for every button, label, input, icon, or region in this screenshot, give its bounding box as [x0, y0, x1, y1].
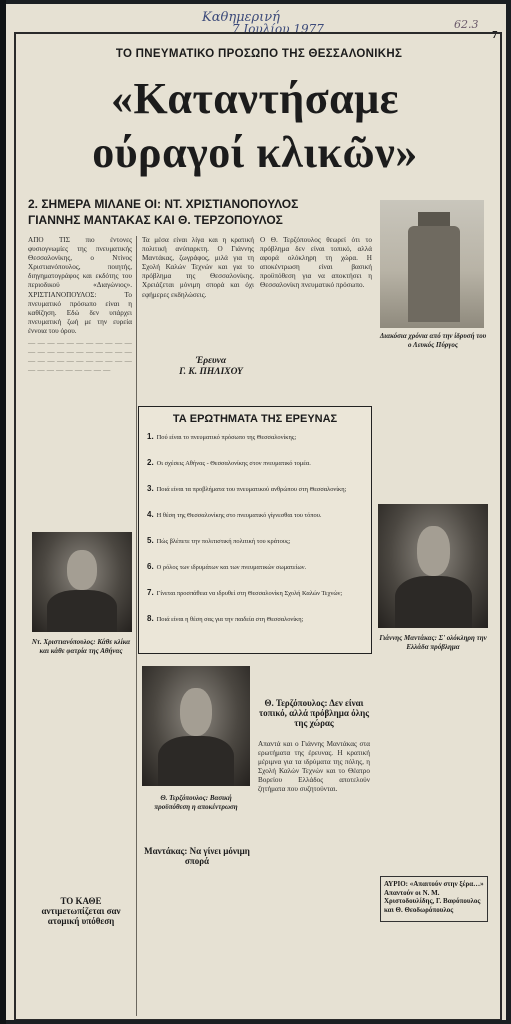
survey-question: 6. Ο ρόλος των ιδρυμάτων και των πνευματικών σωματείων.: [147, 562, 307, 571]
kicker: ΤΟ ΠΝΕΥΜΑΤΙΚΟ ΠΡΟΣΩΠΟ ΤΗΣ ΘΕΣΣΑΛΟΝΙΚΗΣ: [115, 48, 403, 60]
subheadline-line-2: ΓΙΑΝΝΗΣ ΜΑΝΤΑΚΑΣ ΚΑΙ Θ. ΤΕΡΖΟΠΟΥΛΟΣ: [28, 213, 283, 227]
column-divider-1: [136, 236, 137, 1016]
survey-question: 2. Οι σχέσεις Αθήνας - Θεσσαλονίκης στον πνευματικό τομέα.: [147, 458, 311, 467]
mantakas-photo: [378, 504, 488, 628]
tower-caption: Διακόσια χρόνια από την ίδρυσή του ο Λευκός Πύργος: [379, 332, 487, 349]
newspaper-clipping: [6, 4, 506, 1020]
christianopoulos-photo: [32, 532, 132, 632]
survey-question: 7. Γίνεται προσπάθεια να ιδρυθεί στη Θεσσαλονίκη Σχολή Καλών Τεχνών;: [147, 588, 343, 597]
survey-question: 8. Ποιά είναι η θέση σας για την παιδεία στη Θεσσαλονίκη;: [147, 614, 304, 623]
portrait-face-shape: [417, 526, 450, 576]
terzopoulos-photo: [142, 666, 250, 786]
headline-line-2: ούραγοί κλικῶν»: [92, 128, 418, 177]
page-number: 7: [492, 29, 498, 41]
headline-line-1: «Καταντήσαμε: [111, 74, 399, 123]
byline: [156, 356, 266, 378]
survey-question: 5. Πώς βλέπετε την πολιτιστική πολιτική του κράτους;: [147, 536, 291, 545]
body-filler-1: — — — — — — — — — — — — — — — — — — — — — — — — — — — — — — — — — — — — — — — — — —: [28, 339, 132, 375]
body-column-1: [28, 236, 132, 506]
survey-question: 3. Ποιά είναι τα προβλήματα του πνευματικού ανθρώπου στη Θεσσαλονίκη;: [147, 484, 347, 493]
terzopoulos-heading: Θ. Τερζόπουλος: Δεν είναι τοπικό, αλλά πρόβλημα όλης της χώρας: [259, 698, 369, 728]
body-column-2: [142, 236, 254, 352]
terzopoulos-caption: Θ. Τερζόπουλος: Βασική προϋπόθεση η αποκέντρωση: [154, 794, 238, 811]
christianopoulos-caption: Ντ. Χριστιανόπουλος: Κάθε κλίκα και κάθε φατρία της Αθήνας: [31, 638, 131, 655]
survey-questions-box: [138, 406, 372, 654]
survey-question: 1. Πού είναι το πνευματικό πρόσωπο της Θεσσαλονίκης;: [147, 432, 297, 441]
subheadline-line-1: 2. ΣΗΜΕΡΑ ΜΙΛΑΝΕ ΟΙ: ΝΤ. ΧΡΙΣΤΙΑΝΟΠΟΥΛΟΣ: [28, 197, 299, 211]
byline-author: Γ. Κ. ΠΗΛΙΧΟΥ: [179, 367, 243, 377]
body-paragraph-3: Ο Θ. Τερζόπουλος θεωρεί ότι το πρόβλημα δεν είναι τοπικό, αλλά αφορά ολόκληρη τη χώρα. Η αποκέντρωση είναι βασική προϋπόθεση για να αποκτήσει η Θεσσαλονίκη πνευματικό πρόσωπο.: [260, 236, 372, 290]
body-paragraph-2: Τα μέσα είναι λίγα και η κρατική πολιτική ανύπαρκτη. Ο Γιάννης Μαντάκας, ζωγράφος, μιλά για τη Σχολή Καλών Τεχνών και για το πρόβλημα της Θεσσαλονίκης. Χρειάζεται μόνιμη σπορά και όχι εφήμερες εκδηλώσεις.: [142, 236, 254, 299]
white-tower-photo: [380, 200, 484, 328]
portrait-body-shape: [395, 576, 472, 628]
portrait-face-shape: [67, 550, 97, 590]
mantakas-heading: Μαντάκας: Να γίνει μόνιμη σπορά: [144, 846, 250, 866]
handwritten-date: 7 Ιουλίου 1977: [232, 22, 324, 36]
handwritten-newspaper-name: Καθημερινή: [202, 10, 280, 25]
portrait-face-shape: [180, 688, 212, 736]
body-paragraph-1: ΑΠΟ ΤΙΣ πιο έντονες φυσιογνωμίες της πνευματικής Θεσσαλονίκης, ο Ντίνος Χριστιανόπουλος, ποιητής, διηγηματογράφος και εκδότης του περιοδικού «Διαγώνιος». ΧΡΙΣΤΙΑΝΟΠΟΥΛΟΣ: Το πνευματικό πρόσωπο είναι η καθίζηση. Εδώ δεν υπάρχει πνευματική ζωή με την ευρεία έννοια του όρου.: [28, 236, 132, 335]
headline: [20, 72, 490, 180]
survey-title: ΤΑ ΕΡΩΤΗΜΑΤΑ ΤΗΣ ΕΡΕΥΝΑΣ: [172, 413, 338, 425]
body-paragraph-4: Απαντά και ο Γιάννης Μαντάκας στα ερωτήματα της έρευνας. Η κρατική μέριμνα για τα ιδρύματα της πόλης, η Σχολή Καλών Τεχνών και το Θέατρο Βορείου Ελλάδος αποτελούν ζητήματα που συζητούνται.: [258, 740, 370, 794]
mantakas-caption: Γιάννης Μαντάκας: Σ' ολόκληρη την Ελλάδα πρόβλημα: [379, 634, 487, 651]
tomorrow-box: ΑΥΡΙΟ: «Απαιτούν στην ξέρα…» Απαντούν οι Ν. Μ. Χριστοδουλίδης, Γ. Βαφόπουλος και Θ. Θεοδωρόπουλος: [380, 876, 488, 922]
portrait-body-shape: [158, 736, 234, 786]
survey-question: 4. Η θέση της Θεσσαλονίκης στο πνευματικό γίγνεσθαι του τόπου.: [147, 510, 322, 519]
body-column-3: [260, 236, 372, 396]
body-column-4: [258, 740, 370, 1000]
tower-body-shape: [408, 226, 460, 322]
portrait-body-shape: [47, 590, 117, 632]
byline-label: Έρευνα: [195, 356, 227, 366]
kathe-heading: ΤΟ ΚΑΘΕ αντιμετωπίζεται σαν ατομική υπόθεση: [41, 896, 121, 926]
handwritten-reference: 62.3: [454, 18, 479, 31]
subheadline: [28, 196, 368, 228]
